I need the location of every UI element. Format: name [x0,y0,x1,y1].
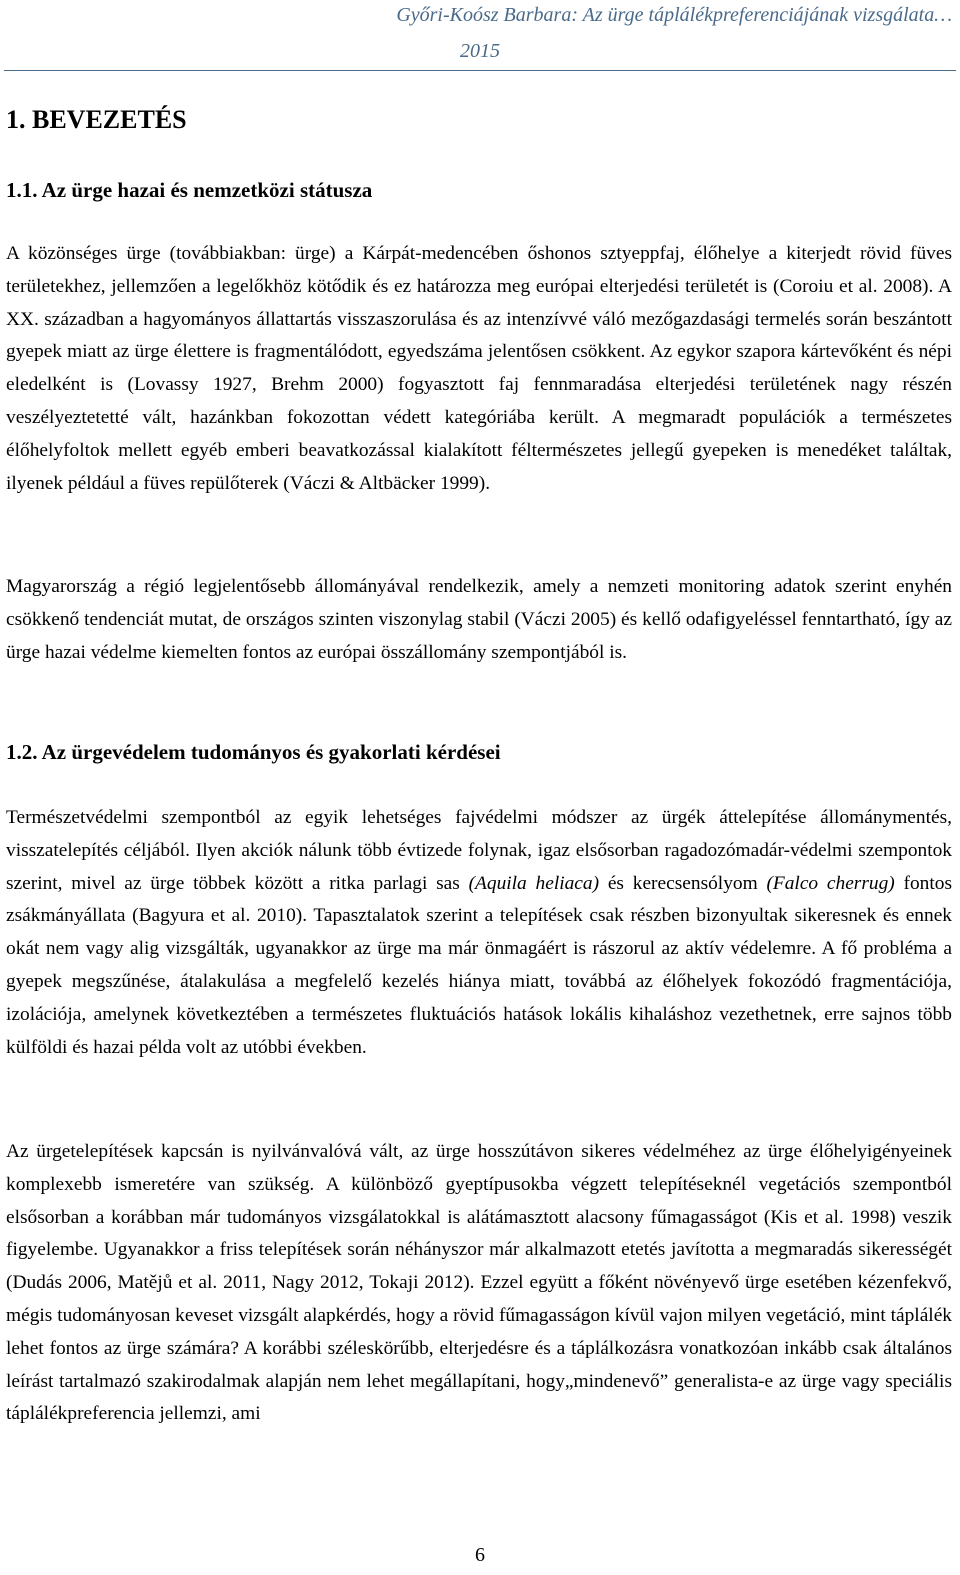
species-name-falco: (Falco cherrug) [766,872,895,894]
paragraph-relocation-part-2: és kerecsensólyom [599,872,767,894]
paragraph-relocation-part-3: fontos zsákmányállata (Bagyura et al. 2010). Tapasztalatok szerint a telepítések csak részben bizonyultak sikeresnek és ennek okát nem vagy alig vizsgálták, ugyanakkor az ürge ma már önmagáért is rászorul az aktív védelemre. A fő probléma a gyepek megszűnése, átalakulása a megfelelő kezelés hiánya miatt, továbbá az élőhelyek fokozódó fragmentációja, izolációja, amelynek következtében a természetes fluktuációs hatások lokális kihaláshoz vezethetnek, erre sajnos több külföldi és hazai példa volt az utóbbi években. [6,872,952,1058]
chapter-title: 1. BEVEZETÉS [6,105,187,134]
species-name-aquila: (Aquila heliaca) [468,872,600,894]
section-title-1-1: 1.1. Az ürge hazai és nemzetközi státusza [6,178,373,202]
header-divider [4,70,956,71]
paragraph-status: A közönséges ürge (továbbiakban: ürge) a Kárpát-medencében őshonos sztyeppfaj, élőhelye a kiterjedt rövid füves területekhez, jellemzően a legelőkhöz kötődik és ez határozza meg európai elterjedési területét is (Coroiu et al. 2008). A XX. században a hagyományos állattartás visszaszorulása és az intenzívvé váló mezőgazdasági termelés során beszántott gyepek miatt az ürge élettere is fragmentálódott, egyedszáma jelentősen csökkent. Az egykor szapora kártevőként és népi eledelként is (Lovassy 1927, Brehm 2000) fogyasztott faj fennmaradása elterjedési területének nagy részén veszélyeztetetté vált, hazánkban fokozottan védett kategóriába került. A megmaradt populációk a természetes élőhelyfoltok mellett egyéb emberi beavatkozással kialakított féltermészetes jellegű gyepeken is menedéket találtak, ilyenek például a füves repülőterek (Váczi & Altbäcker 1999). [6,243,952,494]
running-header-title: Győri-Koósz Barbara: Az ürge táplálékpreferenciájának vizsgálata… [396,4,952,26]
page-number: 6 [475,1544,485,1566]
paragraph-relocation [6,802,952,1064]
running-header-year: 2015 [460,40,500,62]
paragraph-relocation-part-1: Természetvédelmi szempontból az egyik lehetséges fajvédelmi módszer az ürgék áttelepítése állománymentés, visszatelepítés céljából. Ilyen akciók nálunk több évtizede folynak, igaz elsősorban ragadozómadár-védelmi szempontok szerint, mivel az ürge többek között a ritka parlagi sas [6,807,952,894]
paragraph-habitat-needs: Az ürgetelepítések kapcsán is nyilvánvalóvá vált, az ürge hosszútávon sikeres védelméhez az ürge élőhelyigényeinek komplexebb ismeretére van szükség. A különböző gyeptípusokba végzett telepítéseknél vegetációs szempontból elsősorban a korábban már tudományos vizsgálatokkal is alátámasztott alacsony fűmagasságot (Kis et al. 1998) veszik figyelembe. Ugyanakkor a friss telepítések során néhányszor már alkalmazott etetés javította a megmaradás sikerességét (Dudás 2006, Matějů et al. 2011, Nagy 2012, Tokaji 2012). Ezzel együtt a főként növényevő ürge esetében kézenfekvő, mégis tudományosan keveset vizsgált alapkérdés, hogy a rövid fűmagasságon kívül vajon milyen vegetáció, mint táplálék lehet fontos az ürge számára? A korábbi széleskörűbb, elterjedésre és a táplálkozásra vonatkozóan inkább csak általános leírást tartalmazó szakirodalmak alapján nem lehet megállapítani, hogy„mindenevő” generalista-e az ürge vagy speciális táplálékpreferencia jellemzi, ami [6,1141,952,1425]
paragraph-hungary-population: Magyarország a régió legjelentősebb állományával rendelkezik, amely a nemzeti monitoring adatok szerint enyhén csökkenő tendenciát mutat, de országos szinten viszonylag stabil (Váczi 2005) és kellő odafigyeléssel fenntartható, így az ürge hazai védelme kiemelten fontos az európai összállomány szempontjából is. [6,576,952,663]
section-title-1-2: 1.2. Az ürgevédelem tudományos és gyakorlati kérdései [6,740,501,764]
